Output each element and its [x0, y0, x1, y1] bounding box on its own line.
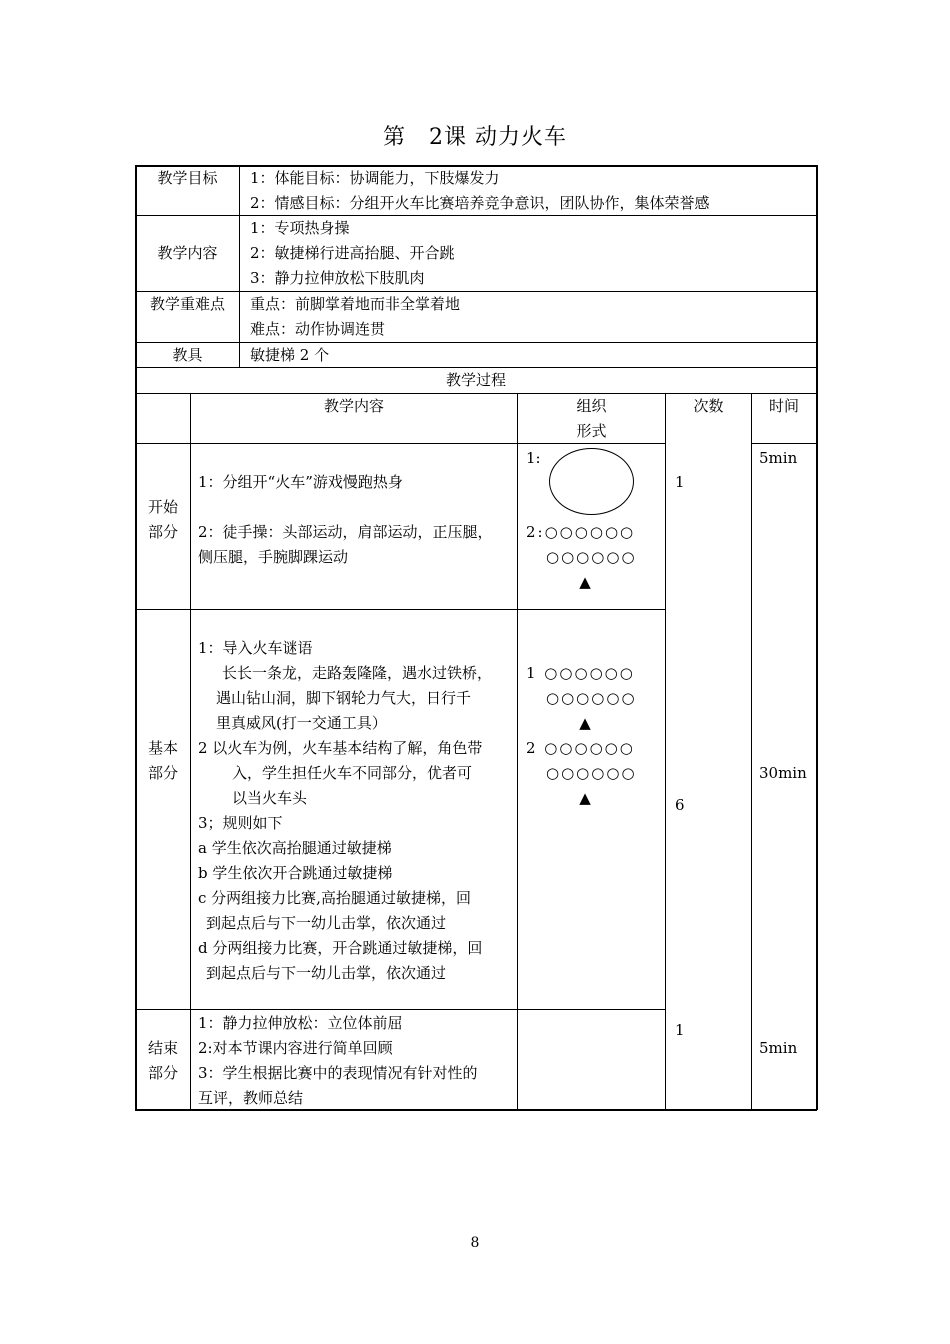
org-line: 1 ○○○○○○: [526, 664, 635, 682]
table-border-right: [816, 165, 818, 1110]
teacher-triangle-icon: ▲: [579, 573, 591, 591]
circle-formation-icon: [549, 448, 634, 515]
section-name: 部分: [147, 1064, 178, 1082]
teacher-triangle-icon: ▲: [579, 714, 591, 732]
process-title: 教学过程: [445, 371, 506, 389]
row-divider: [751, 443, 817, 444]
content-label: 教学内容: [157, 244, 218, 262]
section-count: 1: [675, 1021, 685, 1039]
section-content-line: 到起点后与下一幼儿击掌，依次通过: [206, 914, 447, 932]
section-content-line: 互评，教师总结: [198, 1089, 304, 1107]
org-line: ○○○○○○: [546, 764, 637, 782]
page-title: 第 2课 动力火车: [383, 125, 567, 150]
equipment-label: 教具: [172, 346, 203, 364]
section-content-line: 以当火车头: [232, 789, 308, 807]
section-content-line: 里真威风(打一交通工具）: [216, 714, 387, 732]
col-header-org: 组织: [576, 397, 607, 415]
section-count: 6: [675, 796, 685, 814]
section-content-line: 遇山钻山洞，脚下钢轮力气大，日行千: [216, 689, 472, 707]
equipment-value: 敏捷梯 2 个: [250, 346, 330, 364]
org-line: 2 ○○○○○○: [526, 739, 635, 757]
section-content-line: c 分两组接力比赛,高抬腿通过敏捷梯，回: [198, 889, 471, 907]
col-divider: [517, 393, 518, 1110]
section-content-line: 侧压腿，手腕脚踝运动: [198, 548, 349, 566]
section-time: 5min: [759, 1039, 798, 1057]
section-name: 基本: [147, 739, 178, 757]
objective-line: 2：情感目标：分组开火车比赛培养竞争意识，团队协作，集体荣誉感: [250, 194, 710, 212]
section-content-line: 2 以火车为例，火车基本结构了解，角色带: [198, 739, 483, 757]
section-name: 部分: [147, 523, 178, 541]
section-content-line: d 分两组接力比赛，开合跳通过敏捷梯，回: [198, 939, 483, 957]
section-content-line: 长长一条龙，走路轰隆隆，遇水过铁桥，: [222, 664, 493, 682]
col-header-content: 教学内容: [323, 397, 384, 415]
section-time: 5min: [759, 449, 798, 467]
section-content-line: 2：徒手操：头部运动，肩部运动，正压腿，: [198, 523, 493, 541]
section-count: 1: [675, 473, 685, 491]
section-name: 结束: [147, 1039, 178, 1057]
col-divider: [751, 393, 752, 1110]
content-line: 2：敏捷梯行进高抬腿、开合跳: [250, 244, 455, 262]
section-name: 开始: [147, 498, 178, 516]
col-divider: [665, 393, 666, 1110]
teacher-triangle-icon: ▲: [579, 789, 591, 807]
keypoints-label: 教学重难点: [149, 295, 225, 313]
org-line: ○○○○○○: [546, 548, 637, 566]
org-line: ○○○○○○: [546, 689, 637, 707]
content-line: 1：专项热身操: [250, 219, 350, 237]
page-number: 8: [470, 1235, 480, 1251]
section-name: 部分: [147, 764, 178, 782]
row-divider: [135, 609, 665, 610]
col-header-time: 时间: [768, 397, 799, 415]
section-content-line: 1：导入火车谜语: [198, 639, 313, 657]
content-line: 3：静力拉伸放松下肢肌肉: [250, 269, 425, 287]
section-time: 30min: [759, 764, 807, 782]
section-content-line: 1：分组开“火车”游戏慢跑热身: [198, 473, 403, 491]
col-header-org: 形式: [576, 422, 607, 440]
section-content-line: 入，学生担任火车不同部分，优者可: [232, 764, 473, 782]
section-content-line: 3：学生根据比赛中的表现情况有针对性的: [198, 1064, 478, 1082]
keypoints-line: 重点：前脚掌着地而非全掌着地: [250, 295, 461, 313]
org-line: 2:○○○○○○: [526, 523, 636, 541]
section-content-line: 3；规则如下: [198, 814, 283, 832]
objective-label: 教学目标: [157, 169, 218, 187]
col-divider: [190, 393, 191, 1110]
col-header-count: 次数: [693, 397, 724, 415]
objective-line: 1：体能目标：协调能力，下肢爆发力: [250, 169, 500, 187]
section-content-line: 到起点后与下一幼儿击掌，依次通过: [206, 964, 447, 982]
section-content-line: a 学生依次高抬腿通过敏捷梯: [198, 839, 392, 857]
org-line: 1:: [526, 449, 541, 467]
section-content-line: b 学生依次开合跳通过敏捷梯: [198, 864, 393, 882]
row-divider: [135, 1009, 665, 1010]
keypoints-line: 难点：动作协调连贯: [250, 320, 386, 338]
section-content-line: 2:对本节课内容进行简单回顾: [198, 1039, 393, 1057]
section-content-line: 1：静力拉伸放松：立位体前屈: [198, 1014, 403, 1032]
